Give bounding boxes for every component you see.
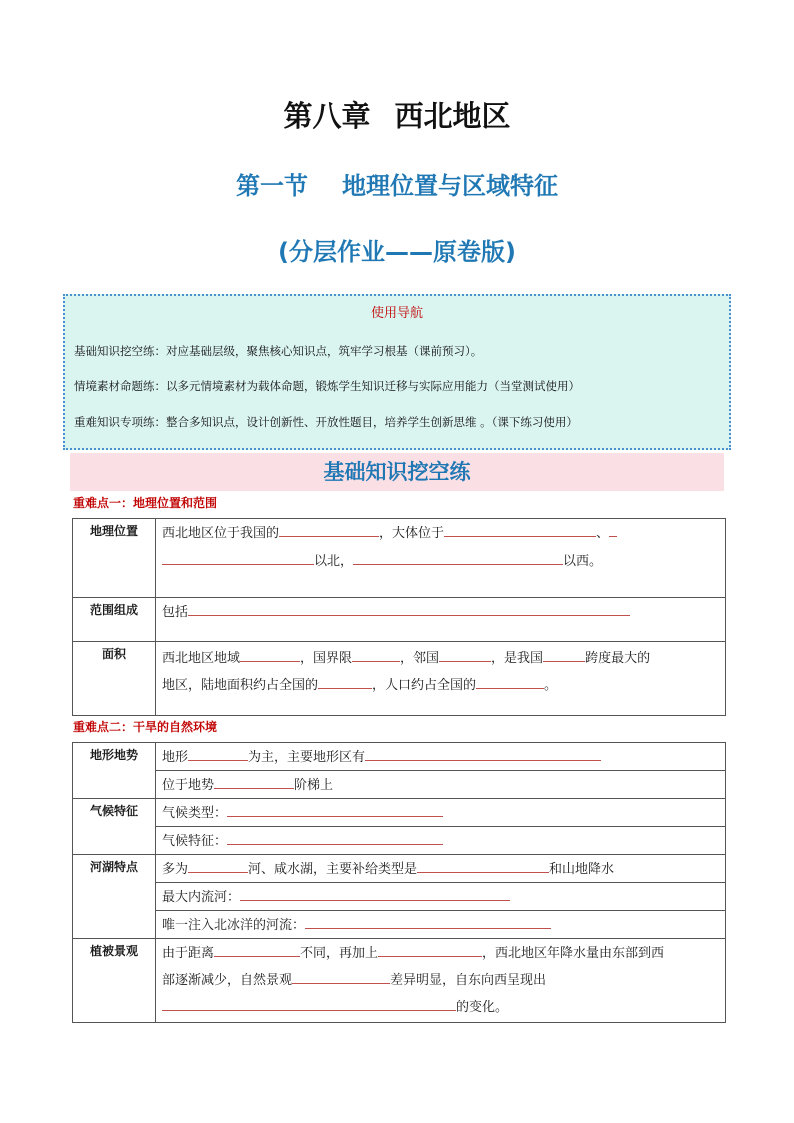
table-row: [73, 855, 726, 883]
blank-field[interactable]: [214, 939, 300, 957]
table-row: [73, 827, 726, 855]
key-point-1-title: 重难点一：地理位置和范围: [73, 496, 218, 510]
location-table: [72, 518, 726, 716]
table-row: [73, 642, 726, 716]
blank-field[interactable]: [240, 883, 510, 901]
table-row: [73, 883, 726, 911]
usage-guide-title: 使用导航: [370, 306, 423, 321]
row-content: 气候类型：: [156, 799, 726, 827]
row-content: 多为 河、咸水湖，主要补给类型是 和山地降水: [156, 855, 726, 883]
row-content: 地形 为主，主要地形区有: [156, 743, 726, 771]
row-content: 唯一注入北冰洋的河流：: [156, 911, 726, 939]
blank-field[interactable]: [227, 799, 443, 817]
usage-guide-box: [63, 294, 731, 450]
row-content: 气候特征：: [156, 827, 726, 855]
blank-field[interactable]: [318, 671, 372, 689]
blank-field[interactable]: [353, 547, 563, 565]
key-point-2-title: 重难点二：干旱的自然环境: [73, 720, 218, 734]
blank-field[interactable]: [292, 966, 390, 984]
blank-field[interactable]: [188, 598, 630, 616]
blank-field[interactable]: [543, 644, 585, 662]
blank-field[interactable]: [227, 827, 443, 845]
row-label: 范围组成: [73, 598, 156, 642]
row-content: 位于地势 阶梯上: [156, 771, 726, 799]
blank-field[interactable]: [279, 519, 379, 537]
table-row: [73, 743, 726, 771]
blank-field[interactable]: [214, 771, 294, 789]
table-row: [73, 771, 726, 799]
table-row: [73, 911, 726, 939]
row-label: 河湖特点: [73, 855, 156, 939]
blank-field[interactable]: [365, 743, 601, 761]
guide-line-basic: 基础知识挖空练：对应基础层级，聚焦核心知识点，筑牢学习根基（课前预习）。: [74, 344, 483, 358]
blank-field[interactable]: [417, 855, 549, 873]
blank-field[interactable]: [305, 911, 551, 929]
blank-field[interactable]: [439, 644, 491, 662]
row-label: 气候特征: [73, 799, 156, 855]
chapter-title: 第八章 西北地区: [283, 99, 511, 133]
row-label: 地理位置: [73, 519, 156, 598]
row-content: 包括: [156, 598, 726, 642]
blank-field[interactable]: [609, 519, 617, 537]
row-content: 最大内流河：: [156, 883, 726, 911]
table-row: [73, 598, 726, 642]
row-content: 由于距离 不同，再加上 ，西北地区年降水量由东部到西 部逐渐减少，自然景观 差异明显，自东向西呈现出 的变化。: [156, 939, 726, 1023]
blank-field[interactable]: [188, 855, 248, 873]
row-label: 面积: [73, 642, 156, 716]
blank-field[interactable]: [444, 519, 596, 537]
table-row: [73, 939, 726, 1023]
blank-field[interactable]: [240, 644, 300, 662]
table-row: [73, 519, 726, 598]
guide-line-context: 情境素材命题练：以多元情境素材为载体命题，锻炼学生知识迁移与实际应用能力（当堂测试使用）: [74, 379, 580, 393]
row-label: 植被景观: [73, 939, 156, 1023]
section-heading: 基础知识挖空练: [70, 453, 724, 491]
guide-line-special: 重难知识专项练：整合多知识点，设计创新性、开放性题目，培养学生创新思维 。（课下练习使用）: [74, 415, 578, 429]
row-content: 西北地区位于我国的 ，大体位于 、 以北， 以西。: [156, 519, 726, 598]
blank-field[interactable]: [188, 743, 248, 761]
section-title: 第一节 地理位置与区域特征: [236, 172, 558, 200]
environment-table: [72, 742, 726, 1023]
blank-field[interactable]: [352, 644, 400, 662]
row-label: 地形地势: [73, 743, 156, 799]
blank-field[interactable]: [162, 547, 314, 565]
row-content: 西北地区地域 ，国界限 ，邻国 ，是我国 跨度最大的 地区，陆地面积约占全国的 ，人口约占全国的 。: [156, 642, 726, 716]
blank-field[interactable]: [378, 939, 482, 957]
version-title: (分层作业——原卷版): [278, 238, 516, 266]
blank-field[interactable]: [476, 671, 544, 689]
blank-field[interactable]: [162, 993, 456, 1011]
table-row: [73, 799, 726, 827]
